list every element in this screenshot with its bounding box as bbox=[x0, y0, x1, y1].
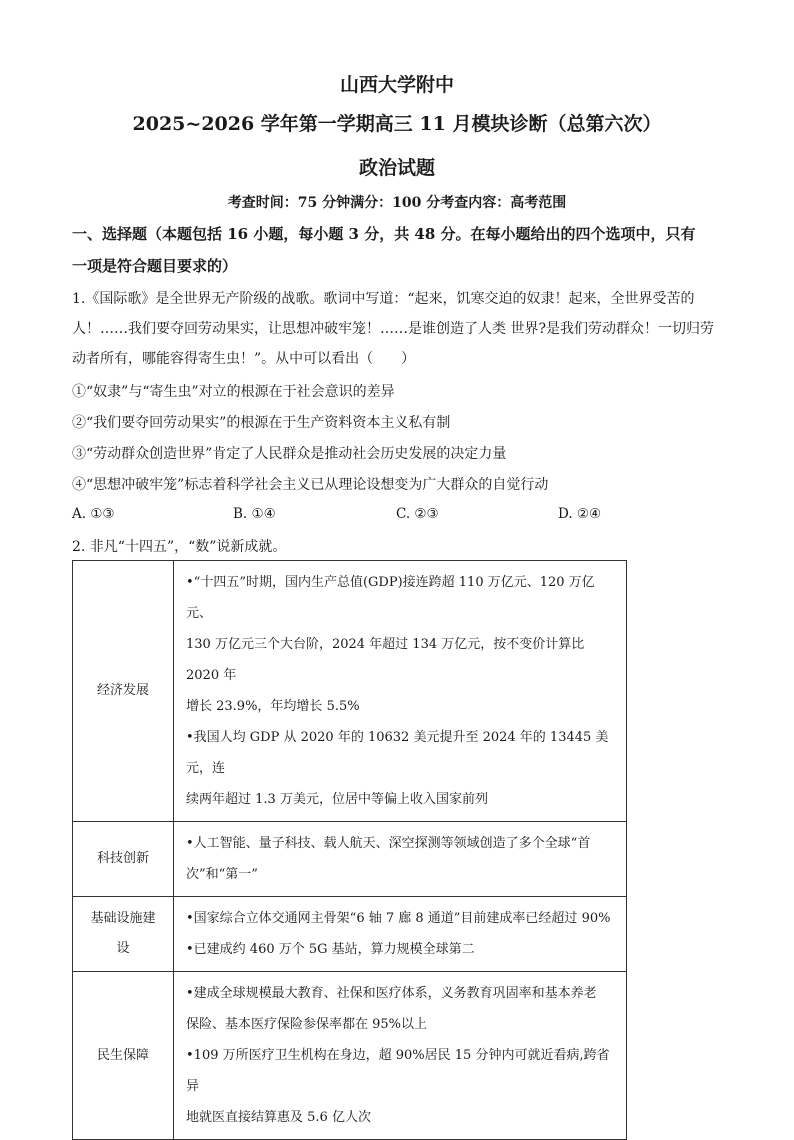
content-line: 增长 23.9%，年均增长 5.5% bbox=[186, 699, 360, 714]
q1-statement-1: ①“奴隶”与“寄生虫”对立的根源在于社会意识的差异 bbox=[72, 384, 395, 400]
content-line: •国家综合立体交通网主骨架“6 轴 7 廊 8 通道”目前建成率已经超过 90% bbox=[186, 911, 611, 926]
q1-option-b: B. ①④ bbox=[233, 506, 276, 522]
table-row bbox=[73, 822, 627, 897]
exam-title: 2025~2026 学年第一学期高三 11 月模块诊断（总第六次） bbox=[132, 113, 662, 135]
row-category: 民生保障 bbox=[73, 972, 174, 1140]
content-line: •“十四五”时期，国内生产总值(GDP)接连跨超 110 万亿元、120 万亿元、 bbox=[186, 575, 595, 621]
content-line: 保险、基本医疗保险参保率都在 95%以上 bbox=[186, 1017, 428, 1032]
q1-option-d: D. ②④ bbox=[558, 506, 602, 522]
content-line: •人工智能、量子科技、载人航天、深空探测等领域创造了多个全球“首 bbox=[186, 836, 591, 851]
content-line: •109 万所医疗卫生机构在身边，超 90%居民 15 分钟内可就近看病,跨省异 bbox=[186, 1048, 610, 1094]
school-title: 山西大学附中 bbox=[339, 74, 454, 96]
table-row bbox=[73, 897, 627, 972]
row-category bbox=[73, 897, 174, 972]
q1-statement-2: ②“我们要夺回劳动果实”的根源在于生产资料资本主义私有制 bbox=[72, 415, 451, 431]
row-category: 经济发展 bbox=[73, 561, 174, 822]
q1-option-c: C. ②③ bbox=[396, 506, 439, 522]
q1-option-a: A. ①③ bbox=[72, 506, 115, 522]
row-content bbox=[174, 822, 627, 897]
content-line: 续两年超过 1.3 万美元，位居中等偏上收入国家前列 bbox=[186, 792, 488, 807]
row-content bbox=[174, 897, 627, 972]
row-content bbox=[174, 972, 627, 1140]
achievements-table bbox=[72, 560, 627, 1140]
subject-title: 政治试题 bbox=[358, 157, 435, 179]
table-row bbox=[73, 972, 627, 1140]
content-line: •建成全球规模最大教育、社保和医疗体系，义务教育巩固率和基本养老 bbox=[186, 986, 597, 1001]
content-line: 130 万亿元三个大台阶，2024 年超过 134 万亿元，按不变价计算比 2020 年 bbox=[186, 637, 585, 683]
q1-statement-3: ③“劳动群众创造世界”肯定了人民群众是推动社会历史发展的决定力量 bbox=[72, 446, 507, 462]
content-line: •我国人均 GDP 从 2020 年的 10632 美元提升至 2024 年的 13445 美元，连 bbox=[186, 730, 609, 776]
content-line: •已建成约 460 万个 5G 基站，算力规模全球第二 bbox=[186, 942, 475, 957]
content-line: 次”和“第一” bbox=[186, 867, 258, 882]
row-content bbox=[174, 561, 627, 822]
exam-meta: 考查时间：75 分钟满分：100 分考查内容：高考范围 bbox=[227, 195, 567, 211]
row-category-line: 基础设施建 bbox=[90, 911, 156, 926]
row-category-line: 设 bbox=[116, 941, 130, 956]
q2-stem: 2. 非凡“十四五”，“数”说新成就。 bbox=[72, 539, 287, 555]
q1-statement-4: ④“思想冲破牢笼”标志着科学社会主义已从理论设想变为广大群众的自觉行动 bbox=[72, 477, 549, 493]
section-heading-line1: 一、选择题（本题包括 16 小题，每小题 3 分，共 48 分。在每小题给出的四个选项中，只有 bbox=[72, 225, 696, 243]
q1-stem-line1: 1.《国际歌》是全世界无产阶级的战歌。歌词中写道：“起来，饥寒交迫的奴隶！起来，全世界受苦的 bbox=[72, 291, 695, 307]
q1-stem-line2: 人！……我们要夺回劳动果实，让思想冲破牢笼！……是谁创造了人类 世界?是我们劳动群众！一切归劳 bbox=[72, 321, 714, 337]
table-row bbox=[73, 561, 627, 822]
content-line: 地就医直接结算惠及 5.6 亿人次 bbox=[186, 1110, 371, 1125]
q1-stem-line3: 动者所有，哪能容得寄生虫！”。从中可以看出（ ） bbox=[72, 351, 416, 367]
section-heading-line2: 一项是符合题目要求的） bbox=[72, 257, 238, 275]
row-category: 科技创新 bbox=[73, 822, 174, 897]
